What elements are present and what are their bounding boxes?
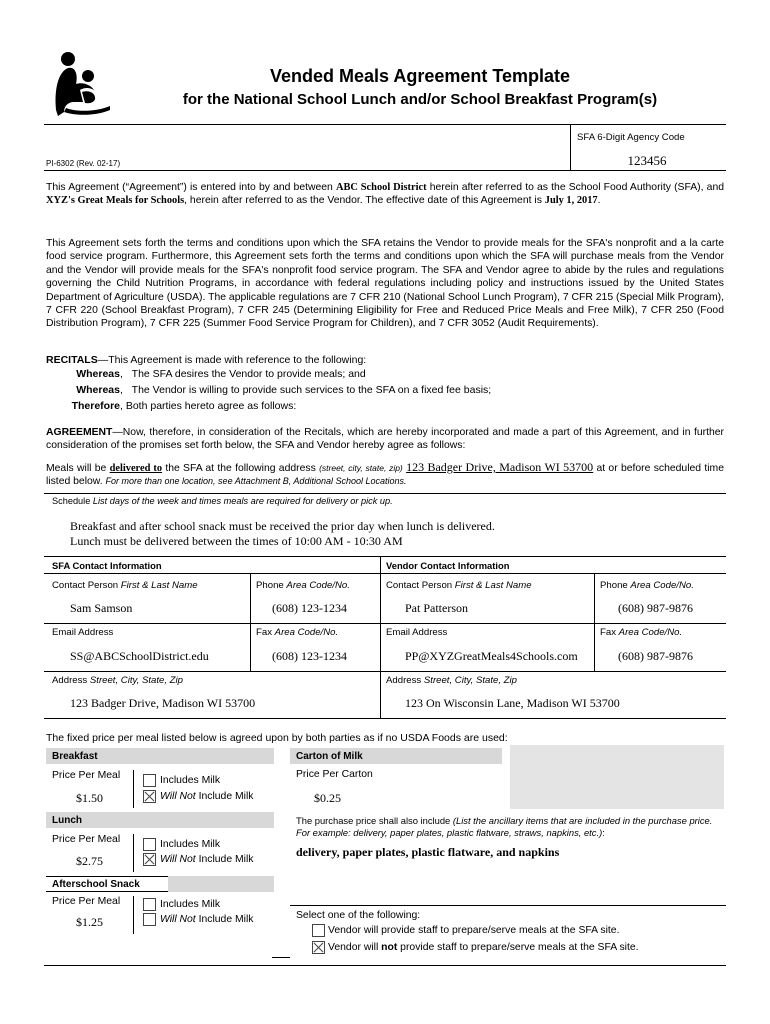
will-not-include-milk-label: Will Not Include Milk	[160, 791, 254, 802]
effective-date[interactable]: July 1, 2017	[544, 195, 598, 207]
includes-milk-label: Includes Milk	[160, 899, 221, 910]
includes-milk-label: Includes Milk	[160, 839, 221, 850]
email-label: Email Address	[386, 627, 448, 638]
price-per-meal-label: Price Per Meal	[52, 770, 121, 781]
staff-not-provide-label: Vendor will not provide staff to prepare/serve meals at the SFA site.	[328, 942, 639, 953]
sfa-phone[interactable]: (608) 123-1234	[272, 601, 347, 615]
address-label: Address Street, City, State, Zip	[52, 675, 184, 686]
dpi-logo	[52, 50, 114, 118]
sfa-contact-name[interactable]: Sam Samson	[70, 601, 133, 615]
will-not-include-milk-label: Will Not Include Milk	[160, 854, 254, 865]
email-label: Email Address	[52, 627, 114, 638]
includes-milk-label: Includes Milk	[160, 775, 221, 786]
will-not-include-milk-label: Will Not Include Milk	[160, 914, 254, 925]
delivery-paragraph: Meals will be delivered to the SFA at the following address (street, city, state, zip) 123 Badger Drive, Madison WI 53700 at or before scheduled time listed below. For more than one location, see Attachment B, Additional School Locations.	[46, 460, 724, 488]
intro-paragraph: This Agreement (“Agreement”) is entered into by and between ABC School District herein after referred to as the School Food Authority (SFA), and XYZ's Great Meals for Schools, herein after referred to as the Vendor. The effective date of this Agreement is July 1, 2017.	[46, 182, 725, 207]
agency-code[interactable]: 123456	[627, 153, 667, 168]
price-per-meal-label: Price Per Meal	[52, 834, 121, 845]
pricing-intro: The fixed price per meal listed below is agreed upon by both parties as if no USDA Foods are used:	[46, 732, 508, 744]
delivery-address[interactable]: 123 Badger Drive, Madison WI 53700	[406, 460, 594, 474]
breakfast-no-milk-checkbox[interactable]	[143, 790, 156, 803]
price-per-carton-label: Price Per Carton	[296, 769, 373, 780]
sfa-address[interactable]: 123 Badger Drive, Madison WI 53700	[70, 696, 256, 710]
snack-no-milk-checkbox[interactable]	[143, 913, 156, 926]
milk-price[interactable]: $0.25	[314, 791, 341, 805]
price-per-meal-label: Price Per Meal	[52, 896, 121, 907]
contact-person-label: Contact Person First & Last Name	[52, 580, 198, 591]
recital-row: Whereas, The SFA desires the Vendor to provide meals; and	[76, 368, 366, 380]
page-title: Vended Meals Agreement Template	[269, 66, 571, 86]
phone-label: Phone Area Code/No.	[256, 580, 350, 591]
staff-not-provide-checkbox[interactable]	[312, 941, 325, 954]
lunch-price[interactable]: $2.75	[76, 854, 103, 868]
breakfast-heading: Breakfast	[52, 751, 98, 762]
schedule-line[interactable]: Lunch must be delivered between the times of 10:00 AM - 10:30 AM	[70, 534, 403, 548]
lunch-no-milk-checkbox[interactable]	[143, 853, 156, 866]
sfa-fax[interactable]: (608) 123-1234	[272, 649, 347, 663]
schedule-label: Schedule List days of the week and times meals are required for delivery or pick up.	[52, 496, 393, 506]
snack-includes-milk-checkbox[interactable]	[143, 898, 156, 911]
page-subtitle: for the National School Lunch and/or School Breakfast Program(s)	[182, 91, 658, 108]
staff-provide-label: Vendor will provide staff to prepare/serve meals at the SFA site.	[328, 925, 620, 936]
recital-row: Therefore, Both parties hereto agree as follows:	[71, 400, 297, 412]
breakfast-includes-milk-checkbox[interactable]	[143, 774, 156, 787]
schedule-line[interactable]: Breakfast and after school snack must be received the prior day when lunch is delivered.	[70, 519, 495, 533]
agreement-paragraph: AGREEMENT—Now, therefore, in consideration of the Recitals, which are hereby incorporated and made a part of this Agreement, and in further consideration of the promises set forth below, the SFA and Vendor hereby agree as follows:	[46, 427, 724, 452]
form-id: PI-6302 (Rev. 02-17)	[46, 159, 121, 168]
fax-label: Fax Area Code/No.	[256, 627, 339, 638]
lunch-heading: Lunch	[52, 815, 82, 826]
vendor-fax[interactable]: (608) 987-9876	[618, 649, 693, 663]
sfa-email[interactable]: SS@ABCSchoolDistrict.edu	[70, 649, 209, 663]
breakfast-price[interactable]: $1.50	[76, 791, 103, 805]
ancillary-items[interactable]: delivery, paper plates, plastic flatware, and napkins	[296, 845, 560, 859]
recitals-lead: RECITALS—This Agreement is made with reference to the following:	[46, 354, 367, 366]
ancillary-instructions: The purchase price shall also include (List the ancillary items that are included in the purchase price. For example: delivery, paper plates, plastic flatware, straws, napkins, etc.):	[296, 815, 713, 838]
vendor-address[interactable]: 123 On Wisconsin Lane, Madison WI 53700	[405, 696, 620, 710]
sfa-contact-heading: SFA Contact Information	[52, 560, 162, 571]
gray-box	[510, 745, 724, 809]
vendor-email[interactable]: PP@XYZGreatMeals4Schools.com	[405, 649, 578, 663]
agency-code-label: SFA 6-Digit Agency Code	[577, 132, 685, 143]
vendor-name[interactable]: XYZ's Great Meals for Schools	[46, 195, 185, 207]
snack-heading: Afterschool Snack	[52, 879, 140, 890]
recital-row: Whereas, The Vendor is willing to provide such services to the SFA on a fixed fee basis;	[76, 384, 492, 396]
phone-label: Phone Area Code/No.	[600, 580, 694, 591]
sfa-name[interactable]: ABC School District	[335, 182, 427, 193]
milk-heading: Carton of Milk	[296, 751, 363, 762]
vendor-contact-heading: Vendor Contact Information	[386, 560, 510, 571]
vendor-phone[interactable]: (608) 987-9876	[618, 601, 693, 615]
fax-label: Fax Area Code/No.	[600, 627, 683, 638]
lunch-includes-milk-checkbox[interactable]	[143, 838, 156, 851]
staff-prompt: Select one of the following:	[296, 910, 421, 921]
contact-person-label: Contact Person First & Last Name	[386, 580, 532, 591]
address-label: Address Street, City, State, Zip	[386, 675, 518, 686]
terms-paragraph: This Agreement sets forth the terms and conditions upon which the SFA retains the Vendor to provide meals for the SFA's nonprofit and a la carte food service program. Furthermore, this Agreement sets forth the terms and conditions upon which the SFA will purchase meals from the Vendor and the Vendor will provide meals for the SFA's nonprofit food service program. The SFA and Vendor agree to abide by the rules and regulations governing the Child Nutrition Programs, in accordance with federal regulations including policy and instructions issued by the United States Department of Agriculture (USDA). The applicable regulations are 7 CFR 210 (National School Lunch Program), 7 CFR 215 (Special Milk Program), 7 CFR 220 (School Breakfast Program), 7 CFR 245 (Determining Eligibility for Free and Reduced Price Meals and Free Milk), 7 CFR 250 (Food Distribution Program), 7 CFR 225 (Summer Food Service Program for Children), and 7 CFR 3052 (Audit Requirements).	[46, 238, 724, 330]
staff-provide-checkbox[interactable]	[312, 924, 325, 937]
snack-price[interactable]: $1.25	[76, 915, 103, 929]
vendor-contact-name[interactable]: Pat Patterson	[405, 601, 468, 615]
